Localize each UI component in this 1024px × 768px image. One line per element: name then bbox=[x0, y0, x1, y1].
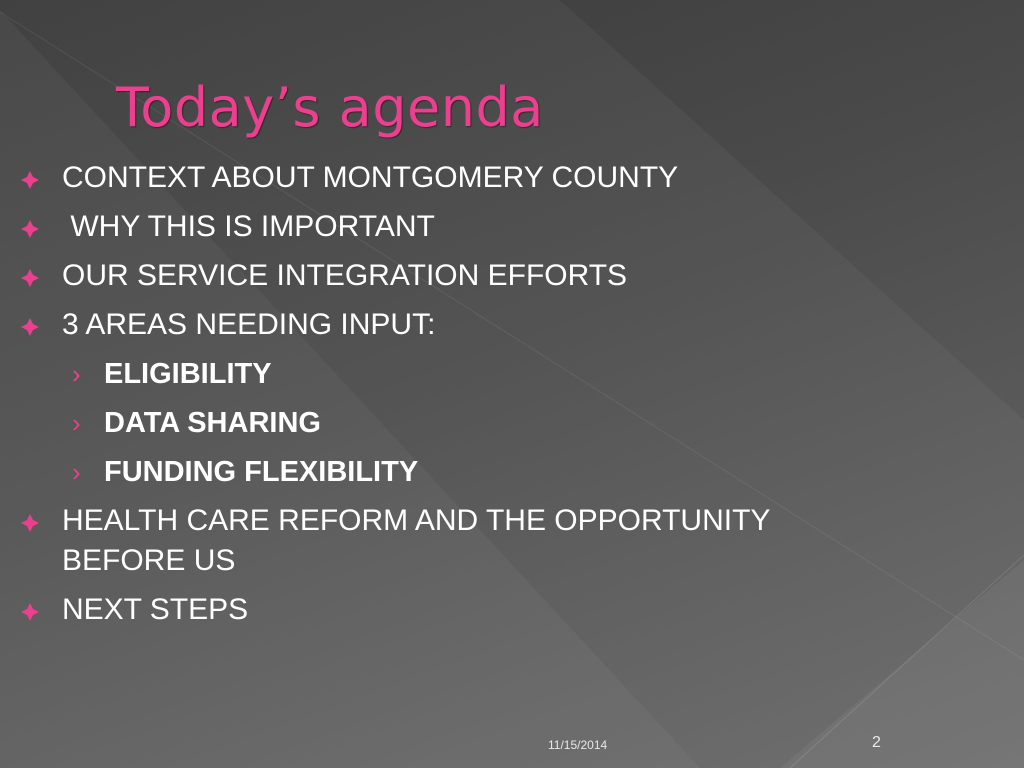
four-petal-diamond-icon bbox=[20, 513, 40, 533]
four-petal-diamond-icon bbox=[20, 219, 40, 239]
agenda-subitem bbox=[20, 452, 840, 492]
agenda-item bbox=[20, 501, 840, 581]
agenda-item-text: WHY THIS IS IMPORTANT bbox=[62, 210, 435, 243]
four-petal-diamond-icon bbox=[20, 268, 40, 288]
four-petal-diamond-icon bbox=[20, 602, 40, 622]
agenda-subitem bbox=[20, 354, 840, 394]
slide-number: 2 bbox=[872, 734, 881, 751]
agenda-subitem-text: ELIGIBILITY bbox=[104, 358, 272, 390]
slide-title: Today’s agenda bbox=[116, 76, 544, 139]
agenda-item-text: 3 AREAS NEEDING INPUT: bbox=[62, 308, 436, 341]
agenda-item bbox=[20, 305, 840, 345]
four-petal-diamond-icon bbox=[20, 170, 40, 190]
chevron-right-icon: › bbox=[72, 408, 81, 438]
agenda-item bbox=[20, 256, 840, 296]
agenda-item-text: NEXT STEPS bbox=[62, 593, 249, 626]
agenda-item-text: HEALTH CARE REFORM AND THE OPPORTUNITY BEFORE US bbox=[62, 504, 770, 577]
slide-date: 11/15/2014 bbox=[548, 738, 608, 752]
agenda-item-text: CONTEXT ABOUT MONTGOMERY COUNTY bbox=[62, 161, 679, 194]
four-petal-diamond-icon bbox=[20, 317, 40, 337]
agenda-item bbox=[20, 207, 840, 247]
agenda-subitem bbox=[20, 403, 840, 443]
agenda-item bbox=[20, 158, 840, 198]
agenda-item-text: OUR SERVICE INTEGRATION EFFORTS bbox=[62, 259, 628, 292]
chevron-right-icon: › bbox=[72, 359, 81, 389]
agenda-item bbox=[20, 590, 840, 630]
agenda-subitem-text: DATA SHARING bbox=[104, 407, 321, 439]
agenda-list bbox=[20, 158, 840, 639]
chevron-right-icon: › bbox=[72, 457, 81, 487]
agenda-subitem-text: FUNDING FLEXIBILITY bbox=[104, 456, 419, 488]
